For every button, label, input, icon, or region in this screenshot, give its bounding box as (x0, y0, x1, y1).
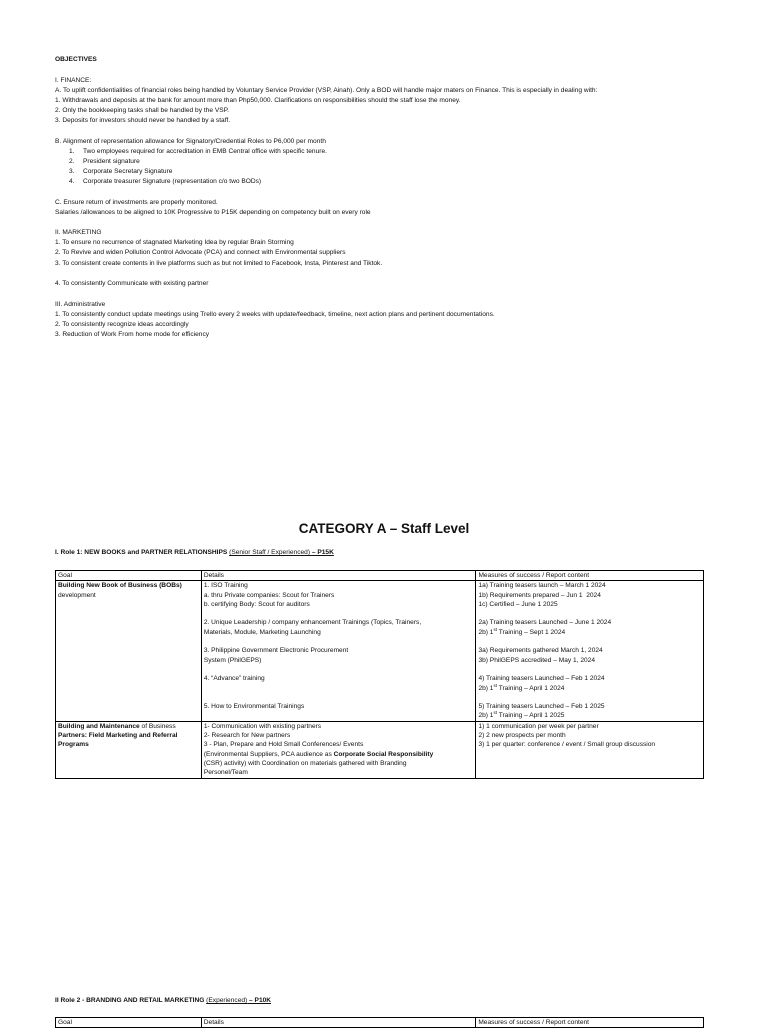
finance-a-item-2: 2. Only the bookkeeping tasks shall be handled by the VSP. (55, 106, 229, 114)
details-cell: 1- Communication with existing partners 2- Research for New partners 3 - Plan, Prepare and Hold Small Conferences/ Events (Environmental Suppliers, PCA audience as Corporate Social Responsibility (CSR) activity) with Coordination on materials gathered with Branding Personel/Team (201, 721, 476, 778)
finance-b-item-4: 4. Corporate treasurer Signature (representation c/o two BODs) (69, 177, 262, 185)
finance-a: A. To uplift confidentialities of financial roles being handled by Voluntary Service Provider (VSP, Ainah). Only a BOD will handle major maters on Finance. This is especially in dealing with: (55, 86, 598, 94)
header-measures: Measures of success / Report content (476, 1018, 704, 1028)
header-goal: Goal (56, 571, 202, 581)
details-cell: 1. ISO Training a. thru Private companies: Scout for Trainers b. certifying Body: Scout for auditors 2. Unique Leadership / company enhancement Trainings (Topics, Trainers, Materials, Module, Marketing Launching 3. Philippine Government Electronic Procurement System (PhilGEPS) 4. “Advance” training 5. How to Environmental Trainings (201, 581, 476, 721)
finance-b-item-3: 3. Corporate Secretary Signature (69, 167, 173, 175)
finance-a-item-1: 1. Withdrawals and deposits at the bank for amount more than Php50,000. Clarifications on responsibilities should the staff lose the money. (55, 96, 461, 104)
marketing-item-3: 3. To consistent create contents in live platforms such as but not limited to Facebook, Insta, Pinterest and Tiktok. (55, 259, 383, 267)
role1-heading: I. Role 1: NEW BOOKS and PARTNER RELATIONSHIPS (Senior Staff / Experienced) – P15K (55, 549, 334, 556)
header-details: Details (201, 571, 476, 581)
role2-table (55, 1017, 704, 1028)
category-title: CATEGORY A – Staff Level (298, 521, 470, 536)
measures-cell: 1a) Training teasers launch – March 1 2024 1b) Requirements prepared – Jun 1 2024 1c) Certified – June 1 2025 2a) Training teasers Launched – June 1 2024 2b) 1st Training – Sept 1 2024 3a) Requirements gathered March 1, 2024 3b) PhilGEPS accredited – May 1, 2024 4) Training teasers Launched – Feb 1 2024 2b) 1st Training – April 1 2024 5) Training teasers Launched – Feb 1 2025 2b) 1st Training – April 1 2025 (476, 581, 704, 721)
admin-item-1: 1. To consistently conduct update meetings using Trello every 2 weeks with update/feedback, timeline, next action plans and pertinent documentations. (55, 310, 495, 318)
finance-b-item-1: 1. Two employees required for accreditation in EMB Central office with specific tenure. (69, 147, 327, 155)
header-goal: Goal (56, 1018, 202, 1028)
objectives-section (55, 55, 745, 340)
marketing-item-4: 4. To consistently Communicate with existing partner (55, 280, 209, 288)
header-details: Details (201, 1018, 476, 1028)
objectives-heading: OBJECTIVES (55, 56, 97, 63)
header-measures: Measures of success / Report content (476, 571, 704, 581)
finance-b-item-2: 2. President signature (69, 157, 140, 165)
role2-heading: II Role 2 - BRANDING AND RETAIL MARKETING (Experienced) – P10K (55, 997, 272, 1004)
finance-c-note: Salaries /allowances to be aligned to 10K Progressive to P15K depending on competency built on every role (55, 208, 371, 216)
table-row (56, 721, 704, 778)
role1-table (55, 570, 704, 779)
finance-b: B. Alignment of representation allowance for Signatory/Credential Roles to P6,000 per month (55, 137, 326, 145)
finance-title: I. FINANCE: (55, 76, 92, 84)
table-header-row (56, 1018, 704, 1028)
measures-cell: 1) 1 communication per week per partner 2) 2 new prospects per month 3) 1 per quarter: conference / event / Small group discussion (476, 721, 704, 778)
goal-cell: Building and Maintenance of Business Partners: Field Marketing and Referral Programs (56, 721, 202, 778)
marketing-item-1: 1. To ensure no recurrence of stagnated Marketing Idea by regular Brain Storming (55, 239, 294, 247)
goal-cell: Building New Book of Business (BOBs) development (56, 581, 202, 721)
admin-title: III. Administrative (55, 300, 106, 308)
finance-c: C. Ensure return of investments are properly monitored. (55, 198, 218, 206)
table-header-row (56, 571, 704, 581)
finance-a-item-3: 3. Deposits for investors should never be handled by a staff. (55, 116, 231, 124)
marketing-title: II. MARKETING (55, 229, 102, 237)
table-row (56, 581, 704, 721)
admin-item-2: 2. To consistently recognize ideas accordingly (55, 320, 189, 328)
admin-item-3: 3. Reduction of Work From home mode for efficiency (55, 330, 210, 338)
marketing-item-2: 2. To Revive and widen Pollution Control Advocate (PCA) and connect with Environmental suppliers (55, 249, 346, 257)
